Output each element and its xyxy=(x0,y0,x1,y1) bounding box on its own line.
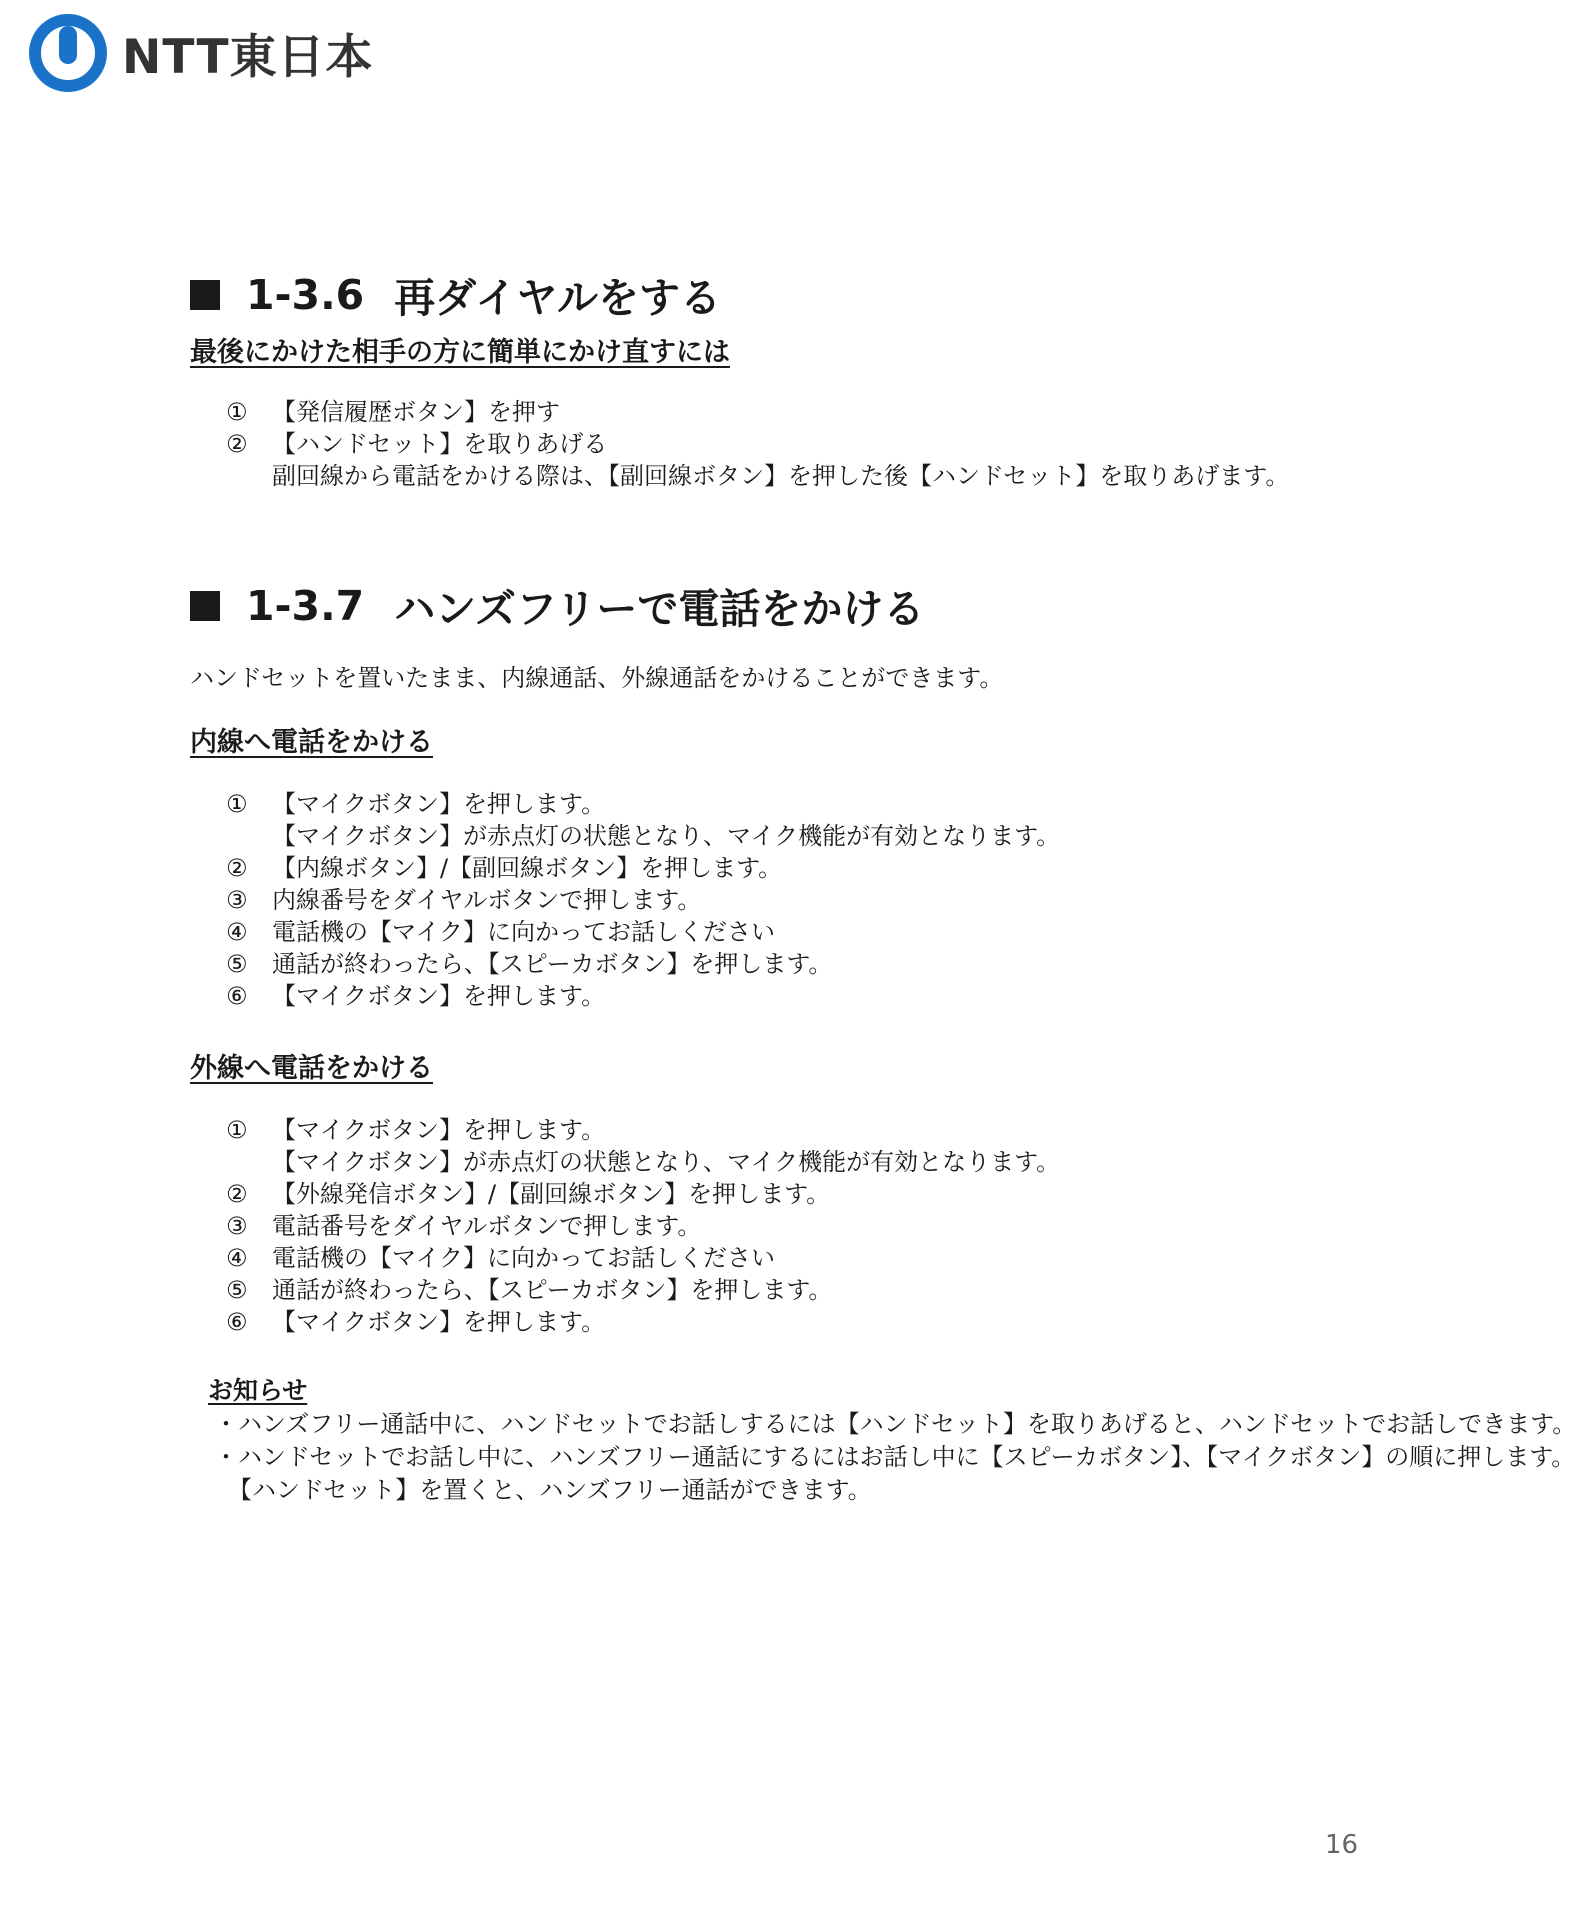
internal-call-heading: 内線へ電話をかける xyxy=(190,727,433,758)
step-text: 【マイクボタン】が赤点灯の状態となり、マイク機能が有効となります。 xyxy=(272,1148,1061,1176)
step-text: 【外線発信ボタン】/【副回線ボタン】を押します。 xyxy=(272,1180,831,1208)
step-text: 通話が終わったら、【スピーカボタン】を押します。 xyxy=(272,950,833,978)
step-text: 【マイクボタン】を押します。 xyxy=(272,1116,606,1144)
step-marker: ⑥ xyxy=(226,1308,248,1336)
step-marker: ② xyxy=(226,1180,248,1208)
step-text: 電話機の【マイク】に向かってお話しください xyxy=(272,1244,776,1272)
section-title-redial xyxy=(190,265,721,324)
step-marker: ⑥ xyxy=(226,982,248,1010)
step-marker: ① xyxy=(226,790,248,818)
section-title-text: ハンズフリーで電話をかける xyxy=(394,585,925,633)
step-marker: ④ xyxy=(226,1244,248,1272)
step-marker: ① xyxy=(226,1116,248,1144)
step-text: 【発信履歴ボタン】を押す xyxy=(272,398,560,426)
redial-subheading: 最後にかけた相手の方に簡単にかけ直すには xyxy=(190,337,730,368)
step-text: 内線番号をダイヤルボタンで押します。 xyxy=(272,886,702,914)
step-marker: ⑤ xyxy=(226,950,248,978)
step-marker: ② xyxy=(226,430,248,458)
step-marker: ② xyxy=(226,854,248,882)
notice-line: ・ハンズフリー通話中に、ハンドセットでお話しするには【ハンドセット】を取りあげると、ハンドセットでお話しできます。 xyxy=(214,1410,1576,1438)
section-number: 1-3.6 xyxy=(246,270,365,319)
notice-box xyxy=(208,1374,1576,1507)
notice-line: 【ハンドセット】を置くと、ハンズフリー通話ができます。 xyxy=(228,1476,872,1504)
step-text: 副回線から電話をかける際は、【副回線ボタン】を押した後【ハンドセット】を取りあげます。 xyxy=(272,462,1290,490)
step-text: 通話が終わったら、【スピーカボタン】を押します。 xyxy=(272,1276,833,1304)
section-title-text: 再ダイヤルをする xyxy=(394,274,721,322)
notice-title: お知らせ xyxy=(208,1376,308,1405)
step-text: 【マイクボタン】を押します。 xyxy=(272,1308,606,1336)
page-number: 16 xyxy=(1325,1830,1359,1860)
external-call-heading: 外線へ電話をかける xyxy=(190,1053,433,1084)
square-bullet-icon xyxy=(190,280,220,310)
section-number: 1-3.7 xyxy=(246,581,365,630)
handsfree-intro: ハンドセットを置いたまま、内線通話、外線通話をかけることができます。 xyxy=(190,664,1004,692)
step-text: 【マイクボタン】を押します。 xyxy=(272,790,606,818)
section-title-handsfree xyxy=(190,576,924,635)
logo-text: NTT東日本 xyxy=(122,29,374,85)
ntt-east-logo xyxy=(28,14,374,92)
step-marker: ① xyxy=(226,398,248,426)
step-text: 電話番号をダイヤルボタンで押します。 xyxy=(272,1212,702,1240)
step-text: 【マイクボタン】を押します。 xyxy=(272,982,606,1010)
square-bullet-icon xyxy=(190,591,220,621)
step-text: 【ハンドセット】を取りあげる xyxy=(272,430,608,458)
ntt-logo-mark-icon xyxy=(28,13,108,93)
step-marker: ④ xyxy=(226,918,248,946)
notice-line: ・ハンドセットでお話し中に、ハンズフリー通話にするにはお話し中に【スピーカボタン】、【マイクボタン】の順に押します。 xyxy=(214,1443,1576,1471)
step-marker: ③ xyxy=(226,886,248,914)
step-marker: ③ xyxy=(226,1212,248,1240)
step-text: 【内線ボタン】/【副回線ボタン】を押します。 xyxy=(272,854,783,882)
step-marker: ⑤ xyxy=(226,1276,248,1304)
step-text: 電話機の【マイク】に向かってお話しください xyxy=(272,918,776,946)
step-text: 【マイクボタン】が赤点灯の状態となり、マイク機能が有効となります。 xyxy=(272,822,1061,850)
